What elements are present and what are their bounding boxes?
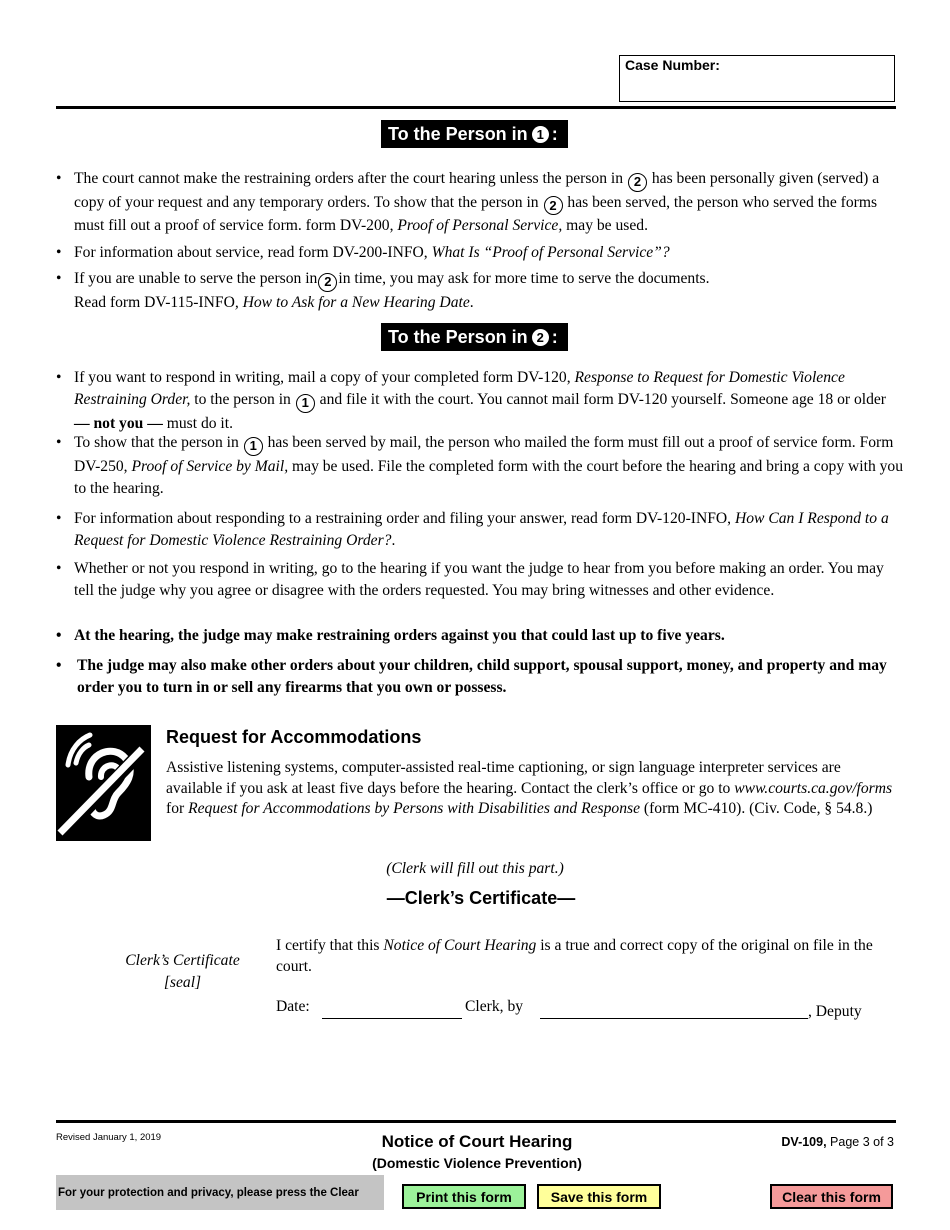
list-item: • To show that the person in 1 has been served by mail, the person who mailed the form must fill out a proof of service form. Form DV-250, Proof of Service by Mail, may be used. File the completed form with the court before the hearing and bring a copy with you to the hearing.	[56, 434, 904, 497]
page-number: Page 3 of 3	[830, 1135, 894, 1149]
header-divider	[56, 106, 896, 109]
form-page-info	[781, 1135, 894, 1149]
accommodations-title: Request for Accommodations	[166, 727, 422, 747]
person-2-marker-icon: 2	[544, 196, 563, 215]
case-number-box[interactable]	[619, 55, 895, 102]
bullet-icon: •	[56, 627, 62, 644]
banner-suffix: :	[551, 123, 558, 144]
list-item: • If you want to respond in writing, mail a copy of your completed form DV-120, Response to Request for Domestic Violence Restraining Order, to the person in 1 and file it with the court. You cannot mail form DV-120 yourself. Someone age 18 or older — not you — must do it.	[56, 369, 886, 432]
person-1-marker-icon: 1	[296, 394, 315, 413]
form-title: Notice of Court Hearing	[381, 1132, 573, 1151]
banner-person-2	[381, 323, 568, 351]
courts-forms-link[interactable]: www.courts.ca.gov/forms	[734, 779, 893, 797]
person-2-marker-icon: 2	[318, 273, 337, 292]
bullet-icon: •	[56, 560, 62, 577]
bullet-icon: •	[56, 657, 62, 674]
banner-person-1	[381, 120, 568, 148]
case-number-label: Case Number:	[625, 57, 720, 73]
privacy-notice: For your protection and privacy, please press the Clear	[56, 1175, 384, 1210]
clerk-certificate-title: —Clerk’s Certificate—	[386, 888, 576, 908]
hearing-assistance-icon	[56, 725, 151, 841]
clerk-by-label: Clerk, by	[465, 998, 524, 1015]
date-field[interactable]	[322, 1018, 462, 1019]
list-item: • If you are unable to serve the person in 2 in time, you may ask for more time to serve the documents. Read form DV-115-INFO, How to Ask for a New Hearing Date.	[56, 270, 710, 311]
clear-form-button[interactable]: Clear this form	[770, 1184, 893, 1209]
seal-area: Clerk’s Certificate [seal]	[125, 952, 240, 991]
banner-suffix: :	[551, 326, 558, 347]
certification-text: I certify that this Notice of Court Hearing is a true and correct copy of the original on file in the court.	[276, 937, 873, 975]
bullet-icon: •	[56, 434, 62, 451]
deputy-label: , Deputy	[808, 1003, 862, 1020]
banner-prefix: To the Person in	[388, 326, 528, 347]
footer-divider	[56, 1120, 896, 1123]
list-item: • At the hearing, the judge may make restraining orders against you that could last up to five years.	[56, 625, 904, 647]
person-2-number-icon: 2	[532, 329, 549, 346]
list-item: • For information about responding to a restraining order and filing your answer, read form DV-120-INFO, How Can I Respond to a Request for Domestic Violence Restraining Order?.	[56, 510, 889, 549]
bullet-icon: •	[56, 369, 62, 386]
form-subtitle: (Domestic Violence Prevention)	[372, 1155, 582, 1171]
person-1-marker-icon: 1	[244, 437, 263, 456]
list-item: • Whether or not you respond in writing, go to the hearing if you want the judge to hear from you before making an order. You may tell the judge why you agree or disagree with the orders requested. You may bring witnesses and other evidence.	[56, 560, 884, 599]
bullet-icon: •	[56, 170, 62, 187]
person-2-marker-icon: 2	[628, 173, 647, 192]
bullet-icon: •	[56, 244, 62, 261]
bullet-icon: •	[56, 270, 62, 287]
save-form-button[interactable]: Save this form	[537, 1184, 661, 1209]
banner-prefix: To the Person in	[388, 123, 528, 144]
clerk-signature-field[interactable]	[540, 1018, 808, 1019]
clerk-note: (Clerk will fill out this part.)	[386, 860, 564, 877]
form-code: DV-109,	[781, 1135, 827, 1149]
print-form-button[interactable]: Print this form	[402, 1184, 526, 1209]
date-label: Date:	[276, 998, 310, 1015]
accommodations-text: Assistive listening systems, computer-assisted real-time captioning, or sign language interpreter services are available if you ask at least five days before the hearing. Contact the clerk’s office or go to www.courts.ca.gov/forms for Request for Accommodations by Persons with Disabilities and Response (form MC-410). (Civ. Code, § 54.8.)	[166, 759, 893, 817]
list-item: • The judge may also make other orders about your children, child support, spousal support, money, and property and may order you to turn in or sell any firearms that you own or possess.	[56, 657, 887, 696]
list-item: • For information about service, read form DV-200-INFO, What Is “Proof of Personal Service”?	[56, 242, 904, 264]
list-item: • The court cannot make the restraining orders after the court hearing unless the person in 2 has been personally given (served) a copy of your request and any temporary orders. To show that the person in 2 has been served, the person who served the forms must fill out a proof of service form. form DV-200, Proof of Personal Service, may be used.	[56, 170, 880, 234]
bullet-icon: •	[56, 510, 62, 527]
person-1-number-icon: 1	[532, 126, 549, 143]
revised-date: Revised January 1, 2019	[56, 1132, 162, 1143]
